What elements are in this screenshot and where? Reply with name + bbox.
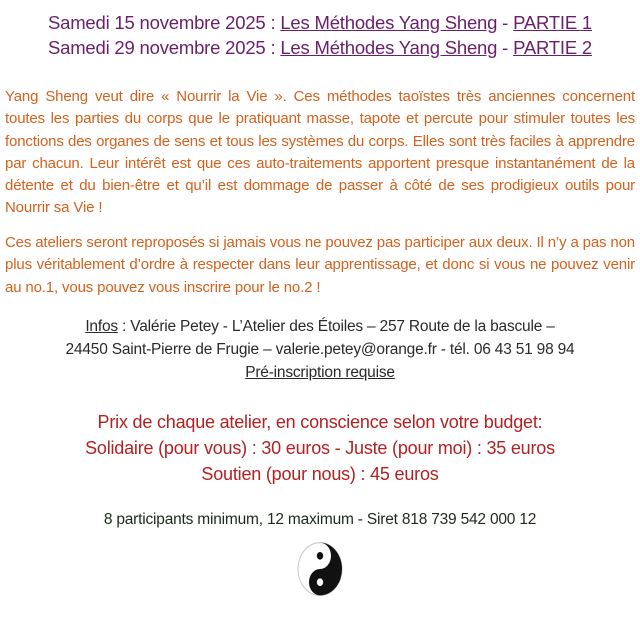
pricing: [0, 409, 640, 487]
event-titles: [0, 10, 640, 60]
event-date-1: Samedi 15 novembre 2025 :: [47, 12, 281, 33]
yin-yang-icon: [296, 540, 344, 598]
phone-text: - tél. 06 43 51 98 94: [436, 341, 575, 358]
participants-siret: 8 participants minimum, 12 maximum - Siret 818 739 542 000 12: [103, 511, 537, 528]
event-title-1: [0, 10, 640, 35]
event-part-link-2[interactable]: PARTIE 2: [513, 37, 593, 58]
contact-address-1: : Valérie Petey - L’Atelier des Étoiles – 257 Route de la bascule –: [117, 318, 555, 335]
infos-label: Infos: [85, 318, 118, 335]
contact-line-2: [0, 338, 640, 361]
description-paragraph-1: Yang Sheng veut dire « Nourrir la Vie ». Ces méthodes taoïstes très anciennes concernent toutes les parties du corps que le pratiquant masse, tapote et percute pour stimuler toutes les fonctions des organes de sens et tous les systèmes du corps. Elles sont très faciles à apprendre par chacun. Leur intérêt est que ces auto-traitements apportent presque instantanément de la détente et du bien-être et qu’il est dommage de passer à côté de ses prodigieux outils pour Nourrir sa Vie !: [5, 88, 635, 217]
event-date-2: Samedi 29 novembre 2025 :: [47, 37, 281, 58]
event-part-link-1[interactable]: PARTIE 1: [513, 12, 593, 33]
contact-info: [0, 315, 640, 384]
pricing-tiers-2: Soutien (pour nous) : 45 euros: [201, 464, 439, 484]
preinscription-line: [0, 361, 640, 384]
preinscription-note: Pré-inscription requise: [245, 364, 395, 381]
email-link[interactable]: valerie.petey@orange.fr: [275, 341, 437, 358]
event-sep-2: -: [497, 37, 514, 58]
contact-address-2: 24450 Saint-Pierre de Frugie –: [65, 341, 276, 358]
pricing-heading: Prix de chaque atelier, en conscience selon votre budget:: [97, 412, 543, 432]
event-title-2: [0, 35, 640, 60]
contact-line-1: [0, 315, 640, 338]
description-paragraph-2: Ces ateliers seront reproposés si jamais vous ne pouvez pas participer aux deux. Il n’y a pas non plus véritablement d’ordre à respecter dans leur apprentissage, et donc si vous ne pouvez venir au no.1, vous pouvez vous inscrire pour le no.2 !: [5, 234, 635, 296]
event-sep-1: -: [497, 12, 514, 33]
event-link-1[interactable]: Les Méthodes Yang Sheng: [280, 12, 498, 33]
pricing-tiers-1: Solidaire (pour vous) : 30 euros - Juste (pour moi) : 35 euros: [85, 438, 555, 458]
event-link-2[interactable]: Les Méthodes Yang Sheng: [280, 37, 498, 58]
